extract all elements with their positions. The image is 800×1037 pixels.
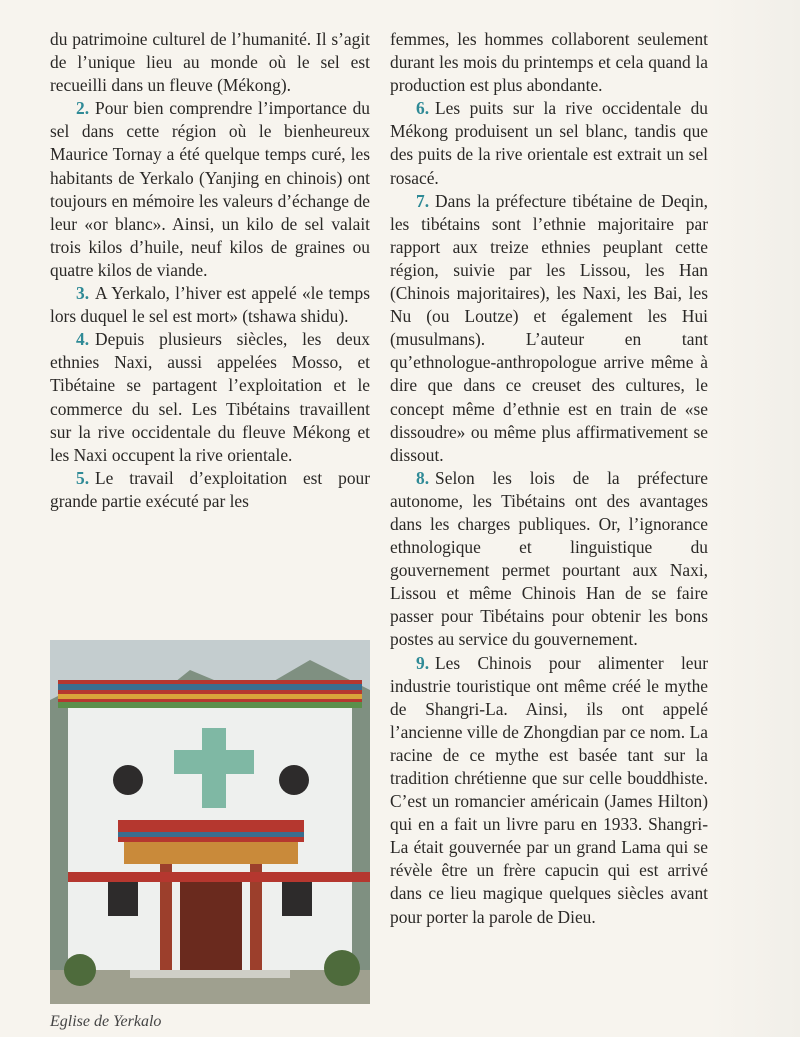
- paragraph-3: [50, 282, 370, 328]
- shrub: [324, 950, 360, 986]
- round-window-right: [279, 765, 309, 795]
- paragraph-5: [50, 467, 370, 513]
- side-window-left: [108, 882, 138, 916]
- paragraph-number: 9.: [416, 652, 430, 673]
- side-window-right: [282, 882, 312, 916]
- paragraph-number: 3.: [76, 283, 90, 304]
- round-window-left: [113, 765, 143, 795]
- paragraph-text: A Yerkalo, l’hiver est appelé «le temps lors duquel le sel est mort» (tshawa shidu).: [50, 283, 370, 327]
- paragraph-number: 4.: [76, 329, 90, 350]
- left-column: [50, 28, 370, 513]
- right-column: [390, 28, 708, 929]
- paragraph-9: [390, 652, 708, 929]
- paragraph-text: Les puits sur la rive occidentale du Mékong produisent un sel blanc, tandis que des puits de la rive orientale est extrait un sel rosacé.: [390, 98, 708, 188]
- paragraph-8: [390, 467, 708, 652]
- left-intro-paragraph: du patrimoine culturel de l’humanité. Il s’agit de l’unique lieu au monde où le sel est recueilli dans un fleuve (Mékong).: [50, 29, 370, 96]
- paragraph-number: 2.: [76, 98, 90, 119]
- paragraph-number: 6.: [416, 98, 430, 119]
- right-intro-paragraph: femmes, les hommes collaborent seulement durant les mois du printemps et cela quand la production est plus abondante.: [390, 29, 708, 96]
- paragraph-6: [390, 97, 708, 189]
- paragraph-text: Pour bien comprendre l’importance du sel dans cette région où le bienheureux Maurice Tornay a été quelque temps curé, les habitants de Yerkalo (Yanjing en chinois) ont toujours en mémoire les valeurs d’échange de leur «or blanc». Ainsi, un kilo de sel valait trois kilos d’huile, neuf kilos de graines ou quatre kilos de viande.: [50, 98, 370, 280]
- paragraph-text: Le travail d’exploitation est pour grande partie exécuté par les: [50, 467, 370, 511]
- paragraph-7: [390, 190, 708, 467]
- paragraph-4: [50, 328, 370, 467]
- paragraph-number: 5.: [76, 467, 90, 488]
- church-illustration: [50, 640, 370, 1004]
- paragraph-text: Dans la préfecture tibétaine de Deqin, les tibétains sont l’ethnie majoritaire par rapport aux treize ethnies peuplant cette région, suivie par les Lissou, les Han (Chinois majoritaires), les Naxi, les Bai, les Nu (ou Loutze) et également les Hui (musulmans). L’auteur en tant qu’ethnologue-anthropologue arrive même à dire que dans ce creuset des cultures, le concept même d’ethnie est en train de «se dissoudre» ou même plus affirmativement se dissout.: [390, 190, 708, 465]
- paragraph-number: 7.: [416, 190, 430, 211]
- paragraph-text: Selon les lois de la préfecture autonome, les Tibétains ont des avantages dans les charges publiques. Or, l’ignorance ethnologique et linguistique du gouvernement permet pourtant aux Naxi, Lissou et même Chinois Han de se faire passer pour Tibétains pour obtenir les bons postes au service du gouvernement.: [390, 467, 708, 650]
- paragraph-text: Depuis plusieurs siècles, les deux ethnies Naxi, aussi appelées Mosso, et Tibétaine se partagent l’exploitation et le commerce du sel. Les Tibétains travaillent sur la rive occidentale du fleuve Mékong et les Naxi occupent la rive orientale.: [50, 329, 370, 465]
- shrub: [64, 954, 96, 986]
- paragraph-text: Les Chinois pour alimenter leur industrie touristique ont même créé le mythe de Shangri-La. Ainsi, ils ont appelé l’ancienne ville de Zhongdian par ce nom. La racine de ce mythe est basée tant sur la tradition chrétienne que sur celle bouddhiste. C’est un romancier américain (James Hilton) qui en a fait un livre paru en 1933. Shangri-La était gouvernée par un grand Lama qui se révèle être un frère capucin qui est arrivé dans ce lieu magique quelques siècles avant pour porter la parole de Dieu.: [390, 652, 708, 927]
- photo-caption: Eglise de Yerkalo: [50, 1013, 162, 1030]
- church-door: [180, 872, 242, 972]
- porch-roof: [118, 820, 304, 842]
- paragraph-2: [50, 97, 370, 282]
- page-edge-shade: [708, 0, 800, 1037]
- church-photo: [50, 640, 370, 1004]
- paragraph-number: 8.: [416, 467, 430, 488]
